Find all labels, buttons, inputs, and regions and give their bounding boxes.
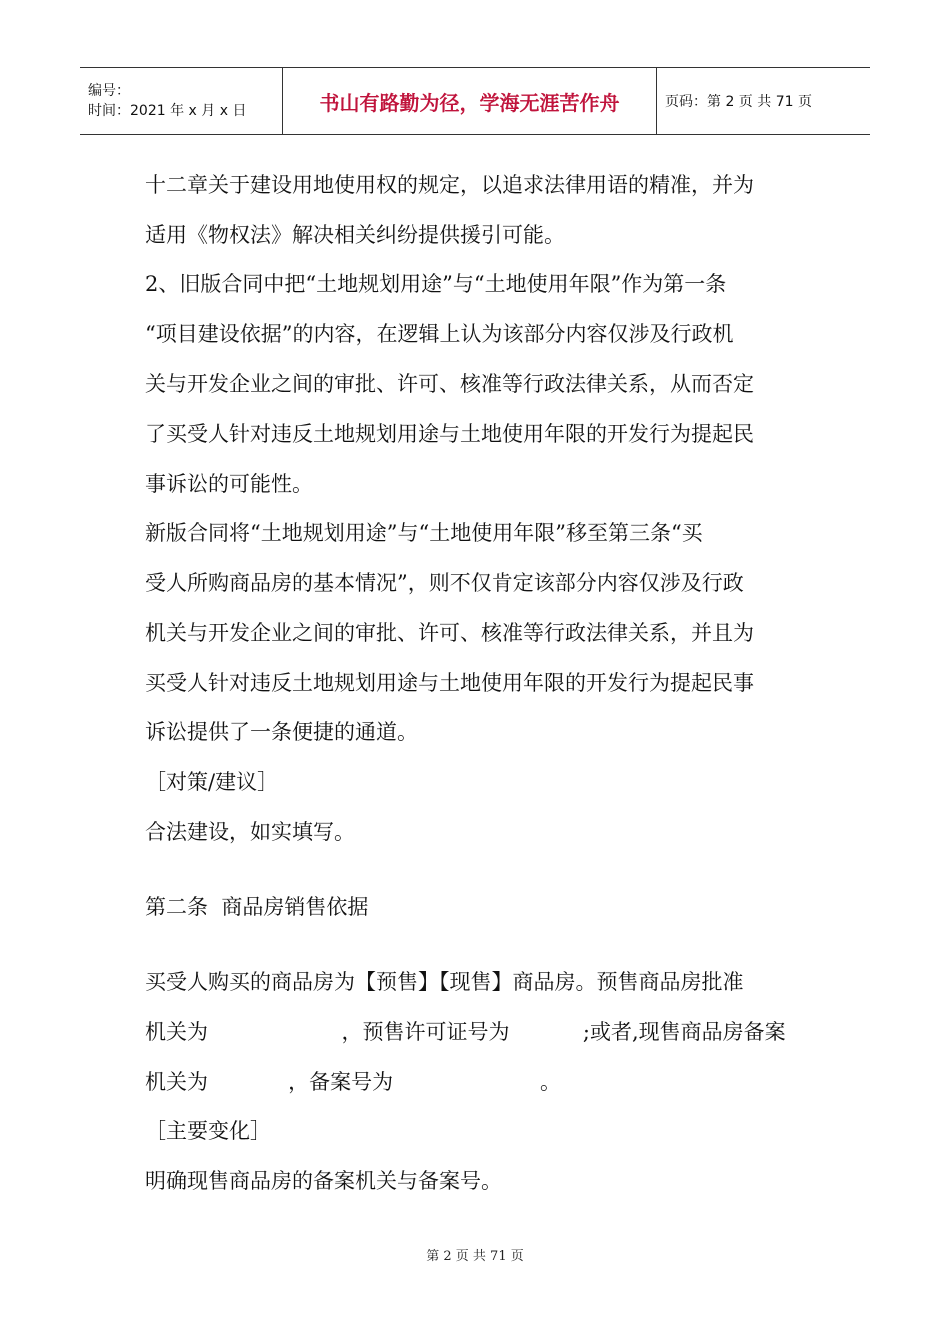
body-line: 受人所购商品房的基本情况”，则不仅肯定该部分内容仅涉及行政 [145, 571, 744, 595]
body-line: 机关为 ，备案号为 。 [145, 1070, 561, 1094]
body-line: 2、旧版合同中把“土地规划用途”与“土地使用年限”作为第一条 [145, 272, 727, 296]
body-line: 适用《物权法》解决相关纠纷提供援引可能。 [145, 223, 565, 247]
body-line: 诉讼提供了一条便捷的通道。 [145, 720, 418, 744]
body-line: 事诉讼的可能性。 [145, 472, 313, 496]
page-footer: 第 2 页 共 71 页 [426, 1249, 524, 1264]
section-label-main-changes: ［主要变化］ [145, 1119, 271, 1143]
body-line: 买受人购买的商品房为【预售】【现售】商品房。预售商品房批准 [145, 970, 744, 994]
body-line: 十二章关于建设用地使用权的规定，以追求法律用语的精准，并为 [145, 173, 754, 197]
article-heading: 第二条 商品房销售依据 [145, 895, 369, 919]
body-line: 关与开发企业之间的审批、许可、核准等行政法律关系，从而否定 [145, 372, 754, 396]
document-date-label: 时间：2021 年 x 月 x 日 [88, 103, 247, 119]
body-line: 买受人针对违反土地规划用途与土地使用年限的开发行为提起民事 [145, 671, 754, 695]
body-line: 机关为 ，预售许可证号为 ;或者,现售商品房备案 [145, 1020, 786, 1044]
body-line: “项目建设依据”的内容，在逻辑上认为该部分内容仅涉及行政机 [145, 322, 734, 346]
section-label-countermeasure: ［对策/建议］ [145, 770, 279, 794]
body-line: 了买受人针对违反土地规划用途与土地使用年限的开发行为提起民 [145, 422, 754, 446]
header-motto: 书山有路勤为径，学海无涯苦作舟 [283, 68, 657, 134]
header-page-info: 页码：第 2 页 共 71 页 [665, 94, 812, 110]
body-line: 明确现售商品房的备案机关与备案号。 [145, 1169, 502, 1193]
document-number-label: 编号： [88, 83, 130, 99]
page-header [80, 67, 870, 135]
body-line: 合法建设，如实填写。 [145, 820, 355, 844]
body-line: 机关与开发企业之间的审批、许可、核准等行政法律关系，并且为 [145, 621, 754, 645]
header-meta [80, 68, 283, 134]
body-line: 新版合同将“土地规划用途”与“土地使用年限”移至第三条“买 [145, 521, 703, 545]
